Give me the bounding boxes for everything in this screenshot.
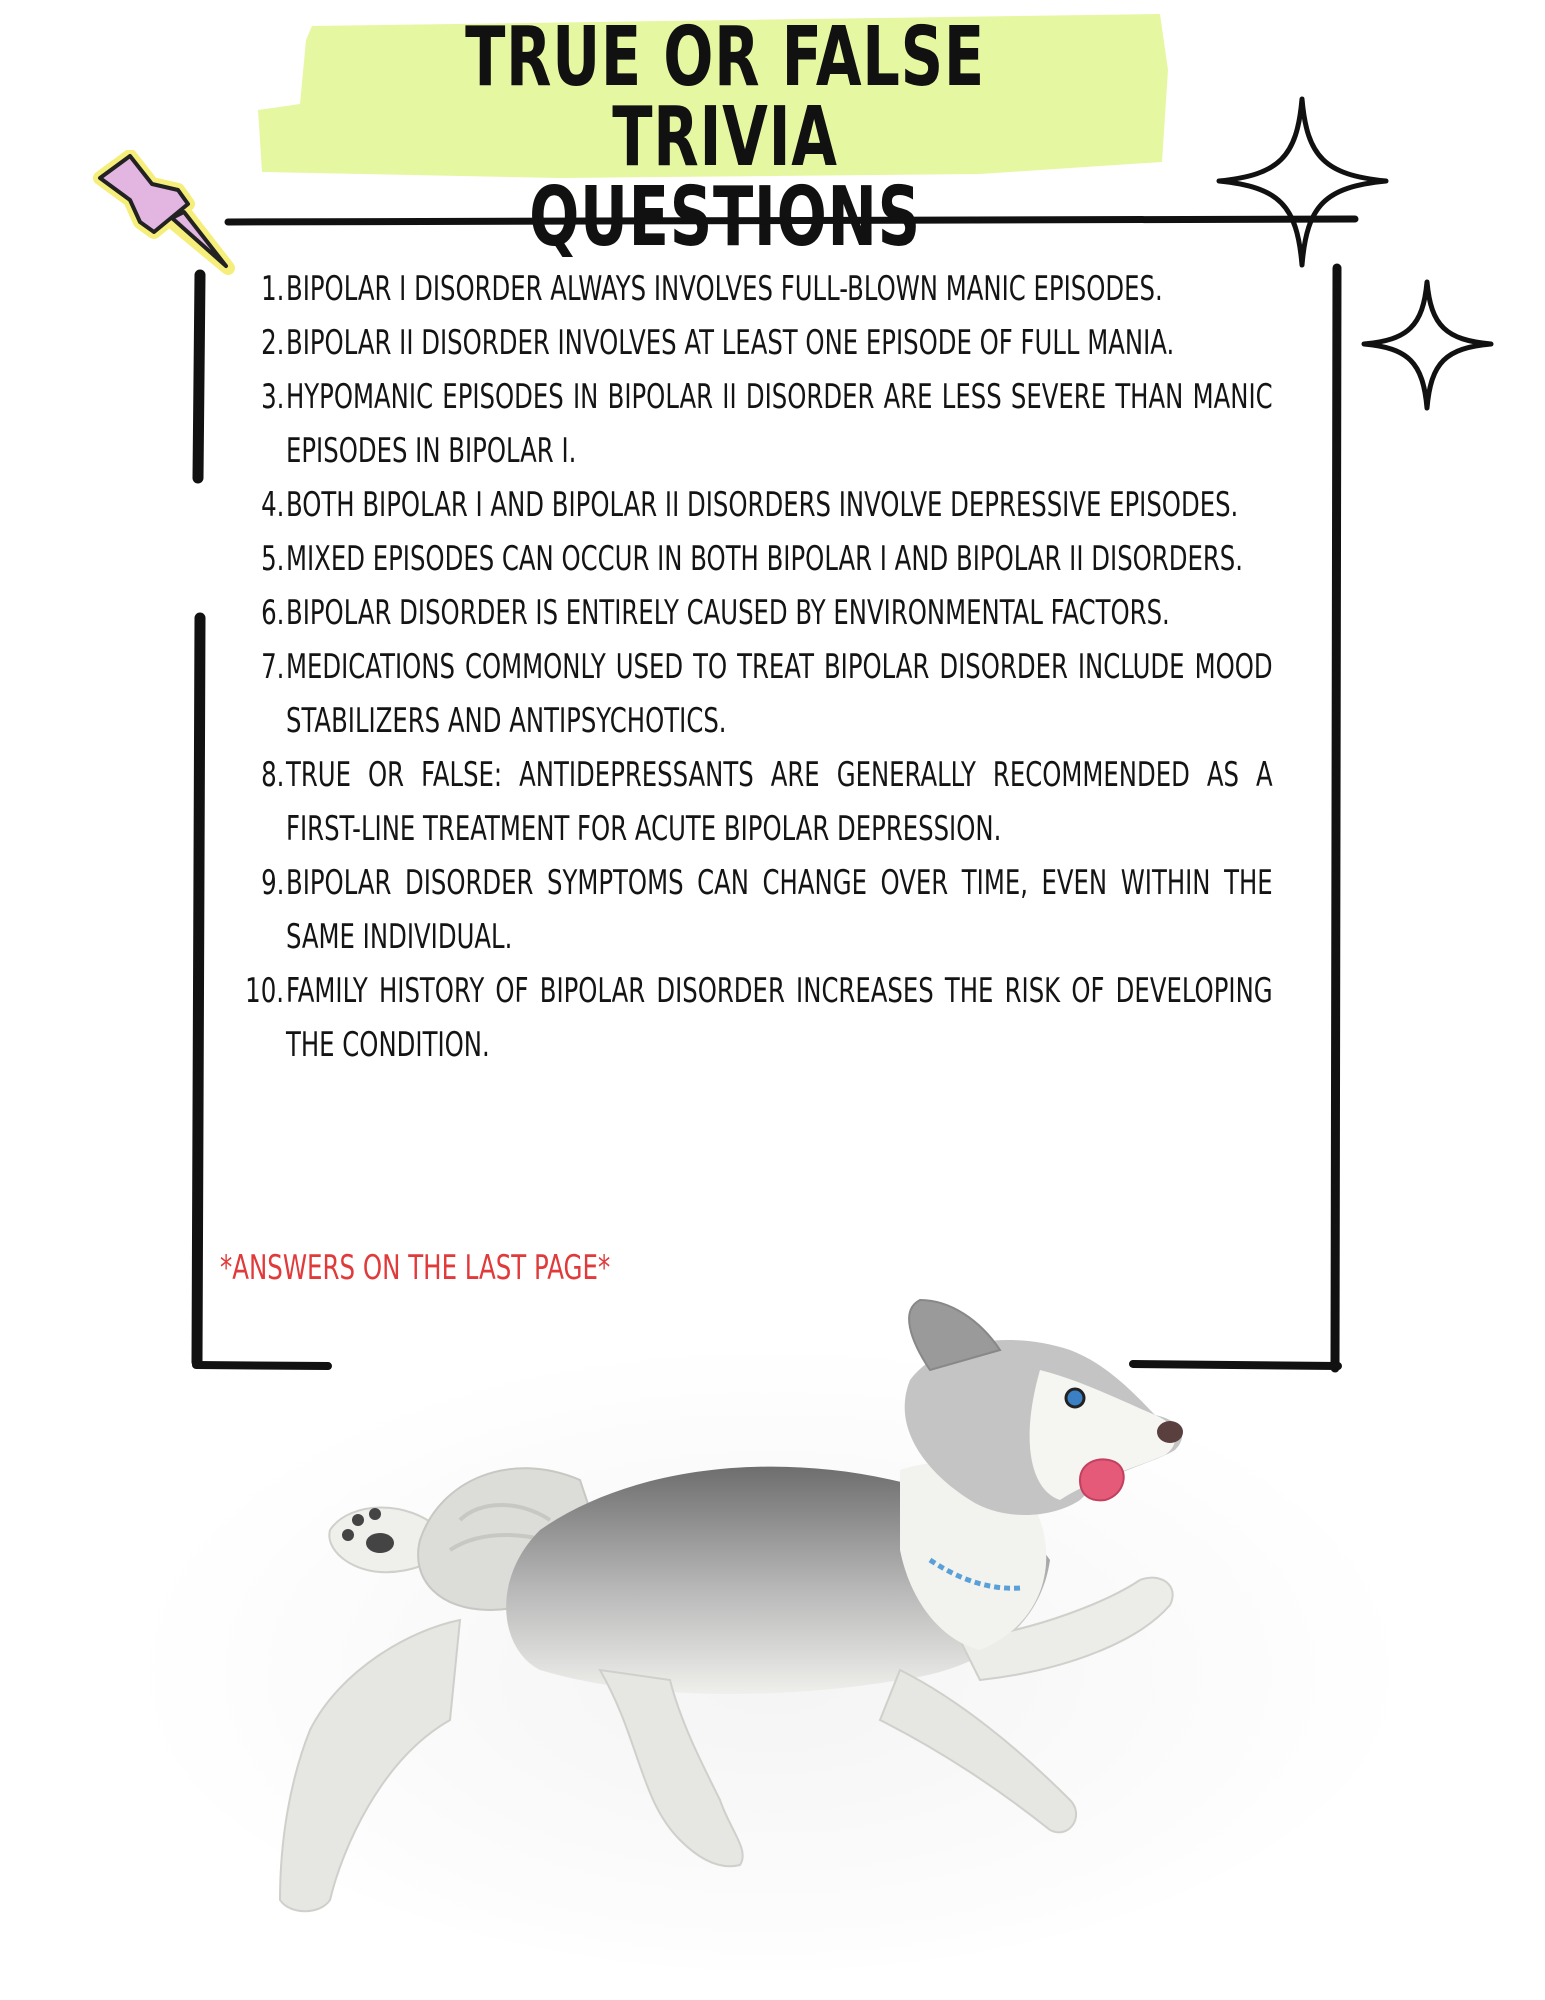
question-text: HYPOMANIC EPISODES IN BIPOLAR II DISORDER ARE LESS SEVERE THAN MANIC EPISODES IN BIPOLAR I. — [286, 377, 1273, 471]
question-item — [240, 640, 1273, 748]
question-text: TRUE OR FALSE: ANTIDEPRESSANTS ARE GENERALLY RECOMMENDED AS A FIRST-LINE TREATMENT FOR ACUTE BIPOLAR DEPRESSION. — [286, 755, 1273, 849]
sparkle-star-icon — [1360, 278, 1495, 413]
question-item — [240, 586, 1250, 640]
question-text: BIPOLAR DISORDER IS ENTIRELY CAUSED BY ENVIRONMENTAL FACTORS. — [286, 593, 1170, 633]
sparkle-star-icon — [1215, 95, 1390, 270]
question-text: BIPOLAR I DISORDER ALWAYS INVOLVES FULL-BLOWN MANIC EPISODES. — [286, 269, 1163, 309]
push-pin-icon — [90, 150, 240, 280]
question-number: 8. — [260, 755, 284, 795]
question-item — [240, 532, 1250, 586]
question-number: 5. — [260, 539, 284, 579]
question-text: BIPOLAR II DISORDER INVOLVES AT LEAST ONE EPISODE OF FULL MANIA. — [286, 323, 1175, 363]
question-number: 1. — [260, 269, 284, 309]
question-item — [240, 370, 1273, 478]
question-text: BOTH BIPOLAR I AND BIPOLAR II DISORDERS INVOLVE DEPRESSIVE EPISODES. — [286, 485, 1239, 525]
question-number: 3. — [260, 377, 284, 417]
question-number: 10. — [245, 971, 284, 1011]
running-dog-illustration — [80, 1200, 1460, 1980]
page-title-line2: QUESTIONS — [529, 170, 921, 265]
question-item — [240, 964, 1273, 1072]
question-item — [240, 478, 1250, 532]
question-item — [240, 748, 1273, 856]
question-text: MEDICATIONS COMMONLY USED TO TREAT BIPOLAR DISORDER INCLUDE MOOD STABILIZERS AND ANTIPSYCHOTICS. — [286, 647, 1273, 741]
question-list — [240, 262, 1273, 1072]
page-title-line1: TRUE OR FALSE TRIVIA — [465, 10, 985, 185]
question-text: BIPOLAR DISORDER SYMPTOMS CAN CHANGE OVER TIME, EVEN WITHIN THE SAME INDIVIDUAL. — [286, 863, 1273, 957]
question-number: 7. — [260, 647, 284, 687]
question-number: 4. — [260, 485, 284, 525]
question-item — [240, 262, 1250, 316]
question-text: FAMILY HISTORY OF BIPOLAR DISORDER INCREASES THE RISK OF DEVELOPING THE CONDITION. — [286, 971, 1273, 1065]
question-item — [240, 316, 1250, 370]
question-item — [240, 856, 1273, 964]
question-number: 9. — [260, 863, 284, 903]
question-number: 2. — [260, 323, 284, 363]
question-number: 6. — [260, 593, 284, 633]
question-text: MIXED EPISODES CAN OCCUR IN BOTH BIPOLAR I AND BIPOLAR II DISORDERS. — [286, 539, 1243, 579]
answers-note: *ANSWERS ON THE LAST PAGE* — [220, 1248, 611, 1288]
